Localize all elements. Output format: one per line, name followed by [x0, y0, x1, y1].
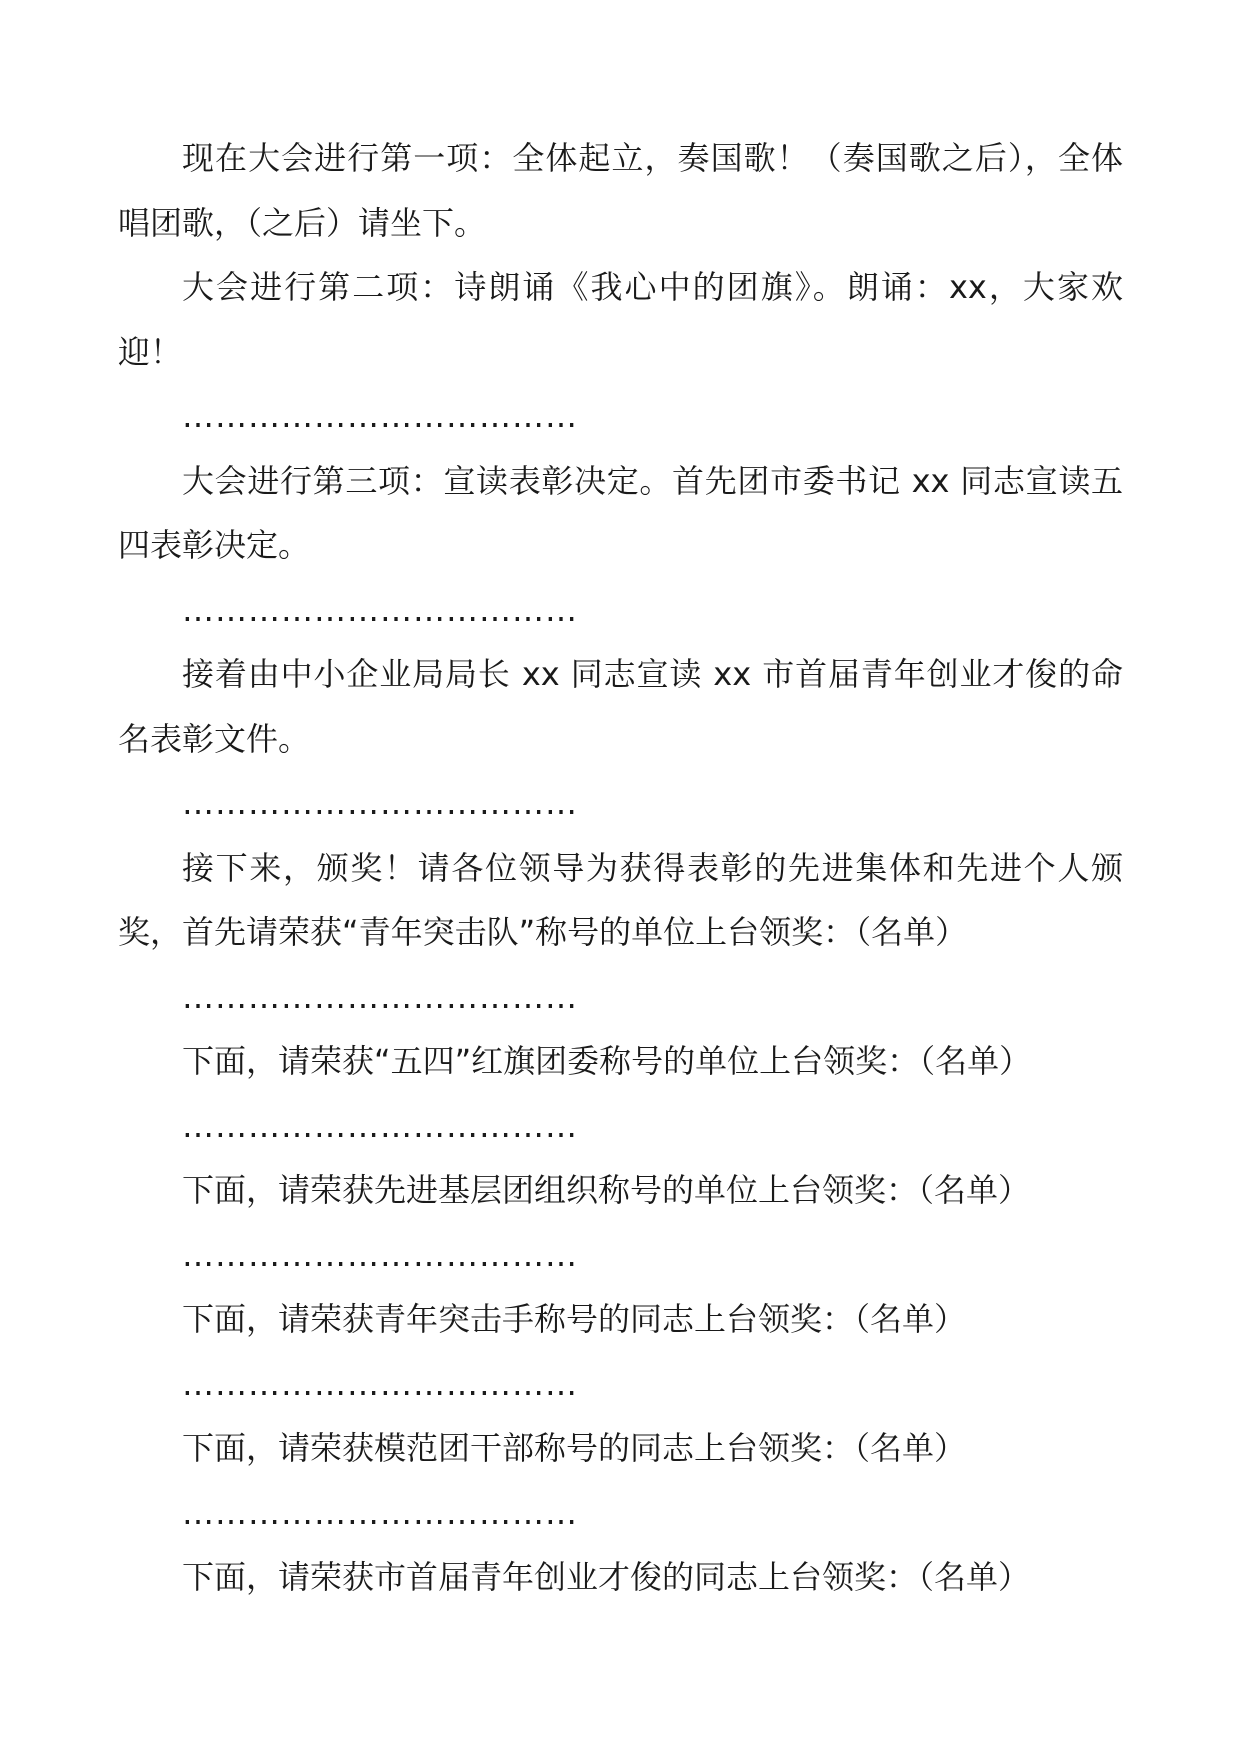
paragraph-award-young-entrepreneurs: 下面，请荣获市首届青年创业才俊的同志上台领奖：（名单）: [182, 1558, 1031, 1596]
ellipsis-divider: ………………………………: [182, 1235, 578, 1274]
paragraph-entrepreneur-commendation: 接着由中小企业局局长 xx 同志宣读 xx 市首届青年创业才俊的命名表彰文件。: [118, 655, 1123, 758]
ellipsis-divider: ………………………………: [182, 784, 578, 822]
ellipsis-divider: ………………………………: [182, 590, 578, 629]
ellipsis-divider: ………………………………: [182, 977, 578, 1016]
ellipsis-divider: ………………………………: [182, 1493, 578, 1532]
document-body: [118, 126, 1123, 1610]
ellipsis-divider: ………………………………: [182, 1364, 578, 1403]
paragraph-award-model-cadre: 下面，请荣获模范团干部称号的同志上台领奖：（名单）: [182, 1429, 967, 1467]
paragraph-award-red-flag-committee: 下面，请荣获“五四”红旗团委称号的单位上台领奖：（名单）: [182, 1042, 1032, 1080]
paragraph-award-commando-team: 接下来，颁奖！请各位领导为获得表彰的先进集体和先进个人颁奖，首先请荣获“青年突击队”称号的单位上台领奖：（名单）: [118, 848, 1123, 951]
paragraph-award-youth-commando: 下面，请荣获青年突击手称号的同志上台领奖：（名单）: [182, 1300, 967, 1338]
paragraph-award-grassroots-organization: 下面，请荣获先进基层团组织称号的单位上台领奖：（名单）: [182, 1171, 1031, 1209]
paragraph-item-3-commendation-decision: 大会进行第三项：宣读表彰决定。首先团市委书记 xx 同志宣读五四表彰决定。: [118, 461, 1123, 564]
ellipsis-divider: ………………………………: [182, 1106, 578, 1145]
paragraph-item-2-poetry-recitation: 大会进行第二项：诗朗诵《我心中的团旗》。朗诵：xx，大家欢迎！: [118, 268, 1123, 371]
paragraph-item-1-national-anthem: 现在大会进行第一项：全体起立，奏国歌！（奏国歌之后），全体唱团歌，（之后）请坐下。: [118, 139, 1123, 242]
ellipsis-divider: ………………………………: [182, 397, 578, 435]
